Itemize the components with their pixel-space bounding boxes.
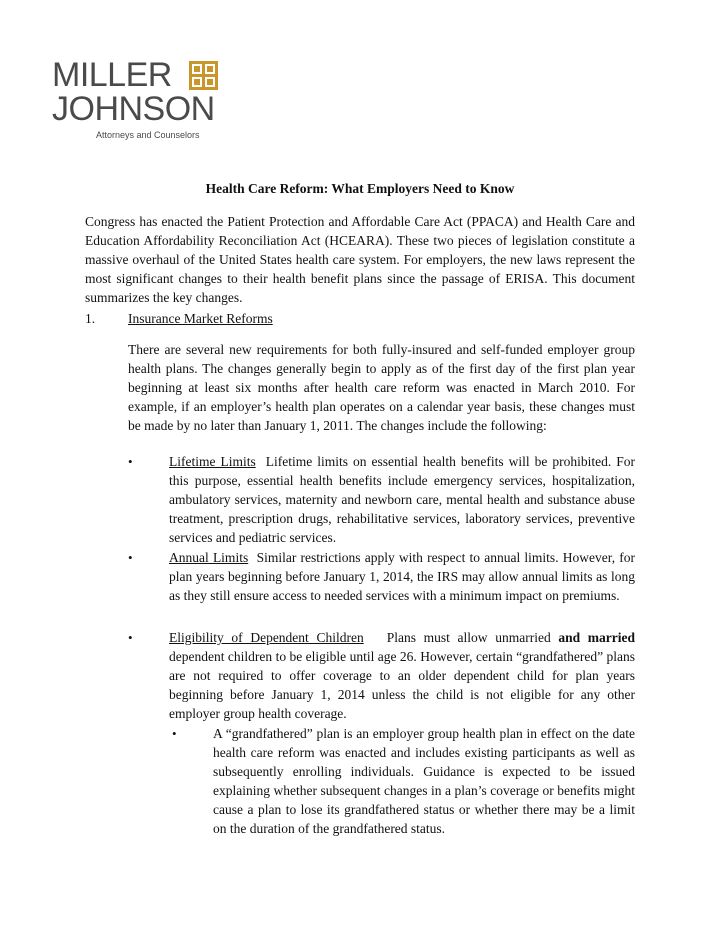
bullet-icon: • xyxy=(128,454,133,469)
logo-johnson: JOHNSON xyxy=(52,90,215,128)
firm-logo xyxy=(52,58,232,142)
section-number: 1. xyxy=(85,311,96,326)
sub-bullet-icon: • xyxy=(172,726,177,741)
section-body: There are several new requirements for both fully-insured and self-funded employer group health plans. The changes generally begin to apply as of the first day of the first plan year beginning at least six months after health care reform was enacted in March 2010. For example, if an employer’s health plan operates on a calendar year basis, these changes must be made by no later than January 1, 2011. The changes include the following: xyxy=(128,342,635,433)
bullet-label: Annual Limits xyxy=(169,550,249,565)
bullet-label: Eligibility of Dependent Children xyxy=(169,630,364,645)
bullet-bold-text: and married xyxy=(558,630,636,645)
bullet-text: Similar restrictions apply with respect to annual limits. However, for plan years beginning before January 1, 2014, the IRS may allow annual limits as long as they still ensure access to needed services with a minimum impact on premiums. xyxy=(169,550,636,603)
logo-tagline: Attorneys and Counselors xyxy=(96,130,200,140)
bullet-text: Lifetime limits on essential health benefits will be prohibited. For this purpose, essential health benefits include emergency services, hospitalization, ambulatory services, maternity and newborn care, mental health and substance abuse treatment, prescription drugs, rehabilitative services, laboratory services, preventive services and pediatric services. xyxy=(169,454,636,545)
sub-bullet-grandfathered: A “grandfathered” plan is an employer group health plan in effect on the date health care reform was enacted and includes existing participants as well as subsequently enrolling individuals. Guidance is expected to be issued explaining whether subsequent changes in a plan’s coverage or benefits might cause a plan to lose its grandfathered status or whether there may be a limit on the duration of the grandfathered status. xyxy=(213,726,635,836)
section-heading: Insurance Market Reforms xyxy=(128,311,273,326)
bullet-lifetime-limits xyxy=(169,452,635,547)
bullet-dependent-children xyxy=(169,628,635,723)
logo-miller: MILLER xyxy=(52,56,172,94)
bullet-text-before: Plans must allow unmarried xyxy=(386,630,551,645)
bullet-label: Lifetime Limits xyxy=(169,454,256,469)
intro-paragraph: Congress has enacted the Patient Protection and Affordable Care Act (PPACA) and Health Care and Education Affordability Reconciliation Act (HCEARA). These two pieces of legislation constitute a massive overhaul of the United States health care system. For employers, the new laws represent the most significant changes to their health benefit plans since the passage of ERISA. This document summarizes the key changes. xyxy=(85,214,635,305)
bullet-annual-limits xyxy=(169,548,635,605)
logo-grid-icon xyxy=(189,61,218,90)
document-title: Health Care Reform: What Employers Need to Know xyxy=(205,181,515,196)
bullet-icon: • xyxy=(128,630,133,645)
bullet-text-after: dependent children to be eligible until age 26. However, certain “grandfathered” plans are not required to offer coverage to an older dependent child for plan years beginning before January 1, 2014 unless the child is not eligible for any other employer group health coverage. xyxy=(169,649,635,721)
bullet-icon: • xyxy=(128,550,133,565)
